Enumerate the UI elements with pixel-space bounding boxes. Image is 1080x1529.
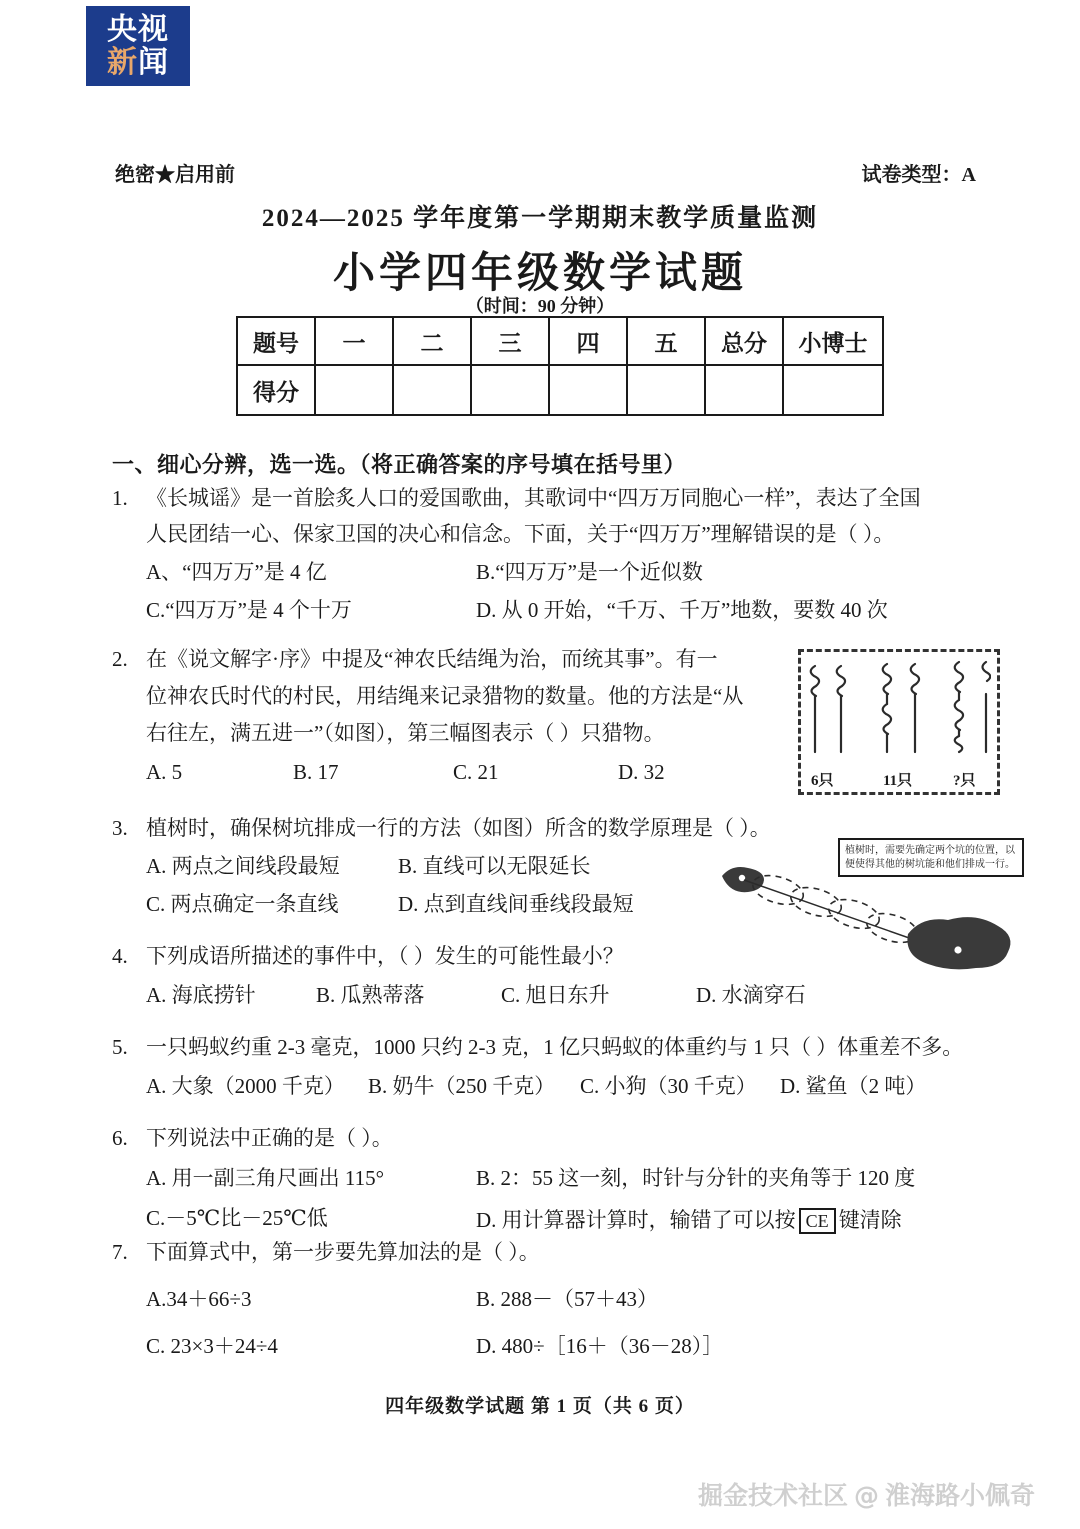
- question-6-text: 下列说法中正确的是（ ）。: [146, 1126, 393, 1150]
- question-5-option-a[interactable]: A. 大象（2000 千克）: [146, 1074, 345, 1098]
- question-6-option-a[interactable]: A. 用一副三角尺画出 115°: [146, 1166, 385, 1190]
- knotted-rope-illustration: [801, 652, 991, 770]
- question-3-text: 植树时，确保树坑排成一行的方法（如图）所含的数学原理是（ ）。: [146, 816, 771, 840]
- exam-time-note: （时间：90 分钟）: [465, 296, 615, 316]
- exam-paper-scan: [0, 96, 1080, 1456]
- question-1-text-line1: 《长城谣》是一首脍炙人口的爱国歌曲，其歌词中“四万万同胞心一样”，表达了全国: [146, 486, 921, 510]
- score-cell-3[interactable]: [549, 365, 627, 415]
- question-7: [112, 1242, 992, 1357]
- question-1-option-d[interactable]: D. 从 0 开始，“千万、千万”地数，要数 40 次: [476, 598, 888, 622]
- question-7-option-c[interactable]: C. 23×3＋24÷4: [146, 1334, 278, 1358]
- watermark-at-symbol: @: [854, 1481, 880, 1510]
- rope-figure-captions: [801, 770, 997, 790]
- score-cell-0[interactable]: [315, 365, 393, 415]
- question-1-option-b[interactable]: B.“四万万”是一个近似数: [476, 560, 703, 584]
- question-6-option-b[interactable]: B. 2：55 这一刻，时针与分针的夹角等于 120 度: [476, 1166, 916, 1190]
- question-5-option-c[interactable]: C. 小狗（30 千克）: [580, 1074, 757, 1098]
- question-5-option-b[interactable]: B. 奶牛（250 千克）: [368, 1074, 556, 1098]
- question-7-number: 7.: [112, 1240, 128, 1264]
- question-2-text-line3: 右往左，满五进一”（如图），第三幅图表示（ ）只猎物。: [146, 721, 665, 745]
- paper-type-label: 试卷类型：A: [861, 164, 976, 186]
- score-cell-2[interactable]: [471, 365, 549, 415]
- question-7-option-b[interactable]: B. 288－（57＋43）: [476, 1287, 659, 1311]
- calculator-ce-key: CE: [799, 1208, 836, 1234]
- question-6-number: 6.: [112, 1126, 128, 1150]
- question-5-text: 一只蚂蚁约重 2-3 毫克，1000 只约 2-3 克，1 亿只蚂蚁的体重约与 1 只（ ）体重差不多。: [146, 1035, 964, 1059]
- question-4-option-c[interactable]: C. 旭日东升: [501, 983, 610, 1007]
- score-table-col-6: 小博士: [783, 317, 883, 365]
- question-5-number: 5.: [112, 1035, 128, 1059]
- score-table-col-1: 二: [393, 317, 471, 365]
- question-2-option-d[interactable]: D. 32: [618, 760, 665, 784]
- question-3-option-a[interactable]: A. 两点之间线段最短: [146, 854, 340, 878]
- question-3-option-c[interactable]: C. 两点确定一条直线: [146, 892, 339, 916]
- question-2-option-b[interactable]: B. 17: [293, 760, 339, 784]
- question-5: [112, 1037, 992, 1097]
- question-4-text: 下列成语所描述的事件中，（ ）发生的可能性最小？: [146, 944, 624, 968]
- watermark-author: 淮海路小佩奇: [885, 1481, 1036, 1510]
- question-1-number: 1.: [112, 486, 128, 510]
- question-4-number: 4.: [112, 944, 128, 968]
- question-6-option-d[interactable]: [476, 1208, 902, 1234]
- score-table-col-5: 总分: [705, 317, 783, 365]
- question-5-option-d[interactable]: D. 鲨鱼（2 吨）: [780, 1074, 927, 1098]
- score-table-col-3: 四: [549, 317, 627, 365]
- question-4-option-d[interactable]: D. 水滴穿石: [696, 983, 806, 1007]
- score-cell-5[interactable]: [705, 365, 783, 415]
- question-2-option-a[interactable]: A. 5: [146, 760, 183, 784]
- question-6-option-d-prefix: D. 用计算器计算时，输错了可以按: [476, 1208, 796, 1232]
- score-table-col-2: 三: [471, 317, 549, 365]
- question-4-option-a[interactable]: A. 海底捞针: [146, 983, 256, 1007]
- question-1-option-c[interactable]: C.“四万万”是 4 个十万: [146, 598, 352, 622]
- question-4-option-b[interactable]: B. 瓜熟蒂落: [316, 983, 425, 1007]
- question-3-option-d[interactable]: D. 点到直线间垂线段最短: [398, 892, 634, 916]
- watermark-community: 掘金技术社区: [698, 1481, 849, 1510]
- logo-char-wen: 闻: [138, 44, 169, 80]
- score-cell-4[interactable]: [627, 365, 705, 415]
- question-7-text: 下面算式中，第一步要先算加法的是（ ）。: [146, 1240, 540, 1264]
- question-2-option-c[interactable]: C. 21: [453, 760, 499, 784]
- question-2-text-line2: 位神农氏时代的村民，用结绳来记录猎物的数量。他的方法是“从: [146, 684, 744, 708]
- tree-pit-callout-text: 植树时，需要先确定两个坑的位置，以便使得其他的树坑能和他们排成一行。: [838, 838, 1024, 877]
- score-table: [236, 316, 884, 416]
- score-table-row-label-0: 题号: [237, 317, 315, 365]
- question-1-option-a[interactable]: A、“四万万”是 4 亿: [146, 560, 327, 584]
- score-table-value-row: [237, 365, 883, 415]
- question-2-number: 2.: [112, 647, 128, 671]
- score-cell-6[interactable]: [783, 365, 883, 415]
- logo-line-bottom: [107, 44, 169, 80]
- score-table-col-0: 一: [315, 317, 393, 365]
- question-6-option-c[interactable]: C.－5℃比－25℃低: [146, 1206, 328, 1230]
- score-cell-1[interactable]: [393, 365, 471, 415]
- question-3-option-b[interactable]: B. 直线可以无限延长: [398, 854, 591, 878]
- score-table-col-4: 五: [627, 317, 705, 365]
- question-2: [112, 649, 802, 783]
- question-7-option-d[interactable]: D. 480÷［16＋（36－28）］: [476, 1334, 724, 1358]
- section-1-heading: 一、细心分辨，选一选。（将正确答案的序号填在括号里）: [112, 452, 687, 477]
- score-table-row-label-1: 得分: [237, 365, 315, 415]
- rope-caption-1: 6只: [811, 773, 834, 789]
- logo-char-xin: 新: [107, 44, 138, 80]
- question-1: [112, 488, 992, 621]
- score-table-header-row: [237, 317, 883, 365]
- question-2-text-line1: 在《说文解字·序》中提及“神农氏结绳为治，而统其事”。有一: [146, 647, 718, 671]
- logo-line-top: 央视: [107, 11, 169, 47]
- question-7-option-a[interactable]: A.34＋66÷3: [146, 1287, 252, 1311]
- security-note: 绝密★启用前: [115, 164, 235, 186]
- rope-caption-3: ?只: [953, 773, 976, 789]
- page-footer: 四年级数学试题 第 1 页（共 6 页）: [385, 1396, 695, 1417]
- question-6-option-d-suffix: 键清除: [838, 1208, 902, 1232]
- question-3-number: 3.: [112, 816, 128, 840]
- cctv-news-logo: [86, 6, 190, 86]
- exam-subtitle: 2024—2025 学年度第一学期期末教学质量监测: [261, 205, 819, 232]
- knotted-rope-figure: [798, 649, 1000, 795]
- paper-header-row: [0, 158, 1080, 188]
- question-6: [112, 1128, 992, 1234]
- question-4: [112, 946, 812, 1006]
- question-1-text-line2: 人民团结一心、保家卫国的决心和信念。下面，关于“四万万”理解错误的是（ ）。: [146, 522, 895, 546]
- exam-title: 小学四年级数学试题: [332, 251, 747, 297]
- watermark: [698, 1476, 1035, 1512]
- rope-caption-2: 11只: [883, 773, 913, 789]
